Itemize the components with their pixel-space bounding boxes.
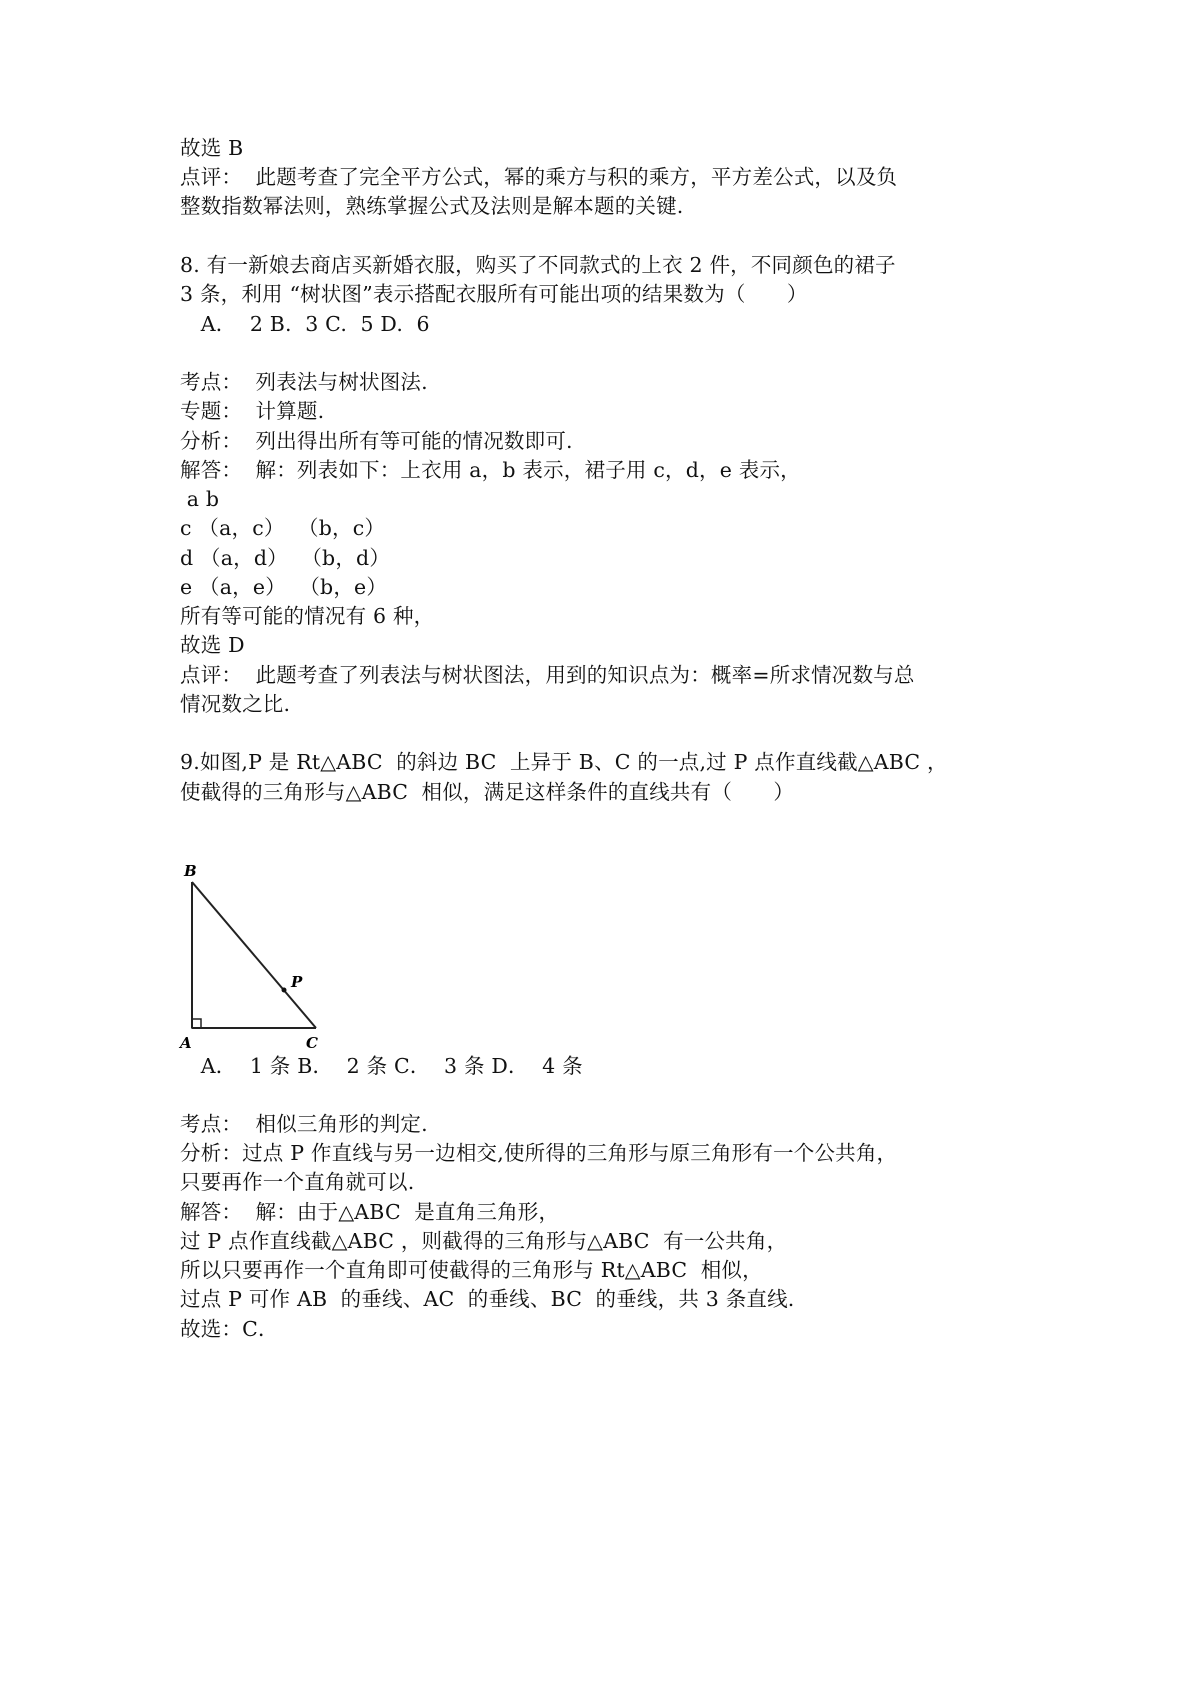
q8-table-row: c （a，c） （b，c） [180,516,386,540]
q8-options: A． 2 B. 3 C. 5 D. 6 [180,312,430,336]
q8-comment-line2: 情况数之比. [180,692,291,716]
label-a: A [180,1034,192,1050]
point-p [282,988,287,993]
q8-fenxi: 分析： 列出得出所有等可能的情况数即可. [180,429,573,453]
q9-answer: 故选：C． [180,1317,279,1341]
q7-comment-line1: 点评： 此题考查了完全平方公式，幂的乘方与积的乘方，平方差公式，以及负 [180,165,898,189]
hypotenuse-bc [192,882,316,1028]
q9-jieda-line1: 解答： 解：由于△ABC 是直角三角形， [180,1200,560,1224]
q9-jieda-line4: 过点 P 可作 AB 的垂线、AC 的垂线、BC 的垂线，共 3 条直线. [180,1287,795,1311]
label-c: C [306,1034,318,1050]
q9-stem-line1: 9.如图,P 是 Rt△ABC 的斜边 BC 上异于 B、C 的一点,过 P 点作直线截△ABC ， [180,750,948,774]
right-triangle-figure [178,858,338,1050]
q9-options: A． 1 条 B． 2 条 C． 3 条 D． 4 条 [180,1054,583,1078]
q7-answer: 故选 B [180,136,244,160]
label-b: B [184,862,197,880]
label-p: P [291,973,303,991]
q9-kaodian: 考点： 相似三角形的判定. [180,1112,428,1136]
q9-fenxi-line2: 只要再作一个直角就可以. [180,1170,415,1194]
q8-comment-line1: 点评： 此题考查了列表法与树状图法，用到的知识点为：概率=所求情况数与总 [180,663,915,687]
q8-table-header: a b [180,487,220,511]
q8-table-row: d （a，d） （b，d） [180,546,391,570]
q8-answer: 故选 D [180,633,245,657]
q8-stem-line2: 3 条，利用 “树状图”表示搭配衣服所有可能出项的结果数为（ ） [180,282,808,306]
q8-zhuanti: 专题： 计算题. [180,399,325,423]
q9-jieda-line2: 过 P 点作直线截△ABC ，则截得的三角形与△ABC 有一公共角， [180,1229,788,1253]
q9-fenxi-line1: 分析：过点 P 作直线与另一边相交,使所得的三角形与原三角形有一个公共角， [180,1141,898,1165]
right-angle-mark [192,1019,201,1028]
q9-jieda-line3: 所以只要再作一个直角即可使截得的三角形与 Rt△ABC 相似， [180,1258,763,1282]
q9-stem-line2: 使截得的三角形与△ABC 相似，满足这样条件的直线共有（ ） [180,780,795,804]
q8-jieda: 解答： 解：列表如下：上衣用 a，b 表示，裙子用 c，d，e 表示， [180,458,801,482]
q8-table-row: e （a，e） （b，e） [180,575,388,599]
triangle-diagram [178,858,338,1050]
q8-stem-line1: 8. 有一新娘去商店买新婚衣服，购买了不同款式的上衣 2 件，不同颜色的裙子 [180,253,896,277]
q8-kaodian: 考点： 列表法与树状图法. [180,370,428,394]
q8-total: 所有等可能的情况有 6 种， [180,604,435,628]
q7-comment-line2: 整数指数幂法则，熟练掌握公式及法则是解本题的关键. [180,194,684,218]
